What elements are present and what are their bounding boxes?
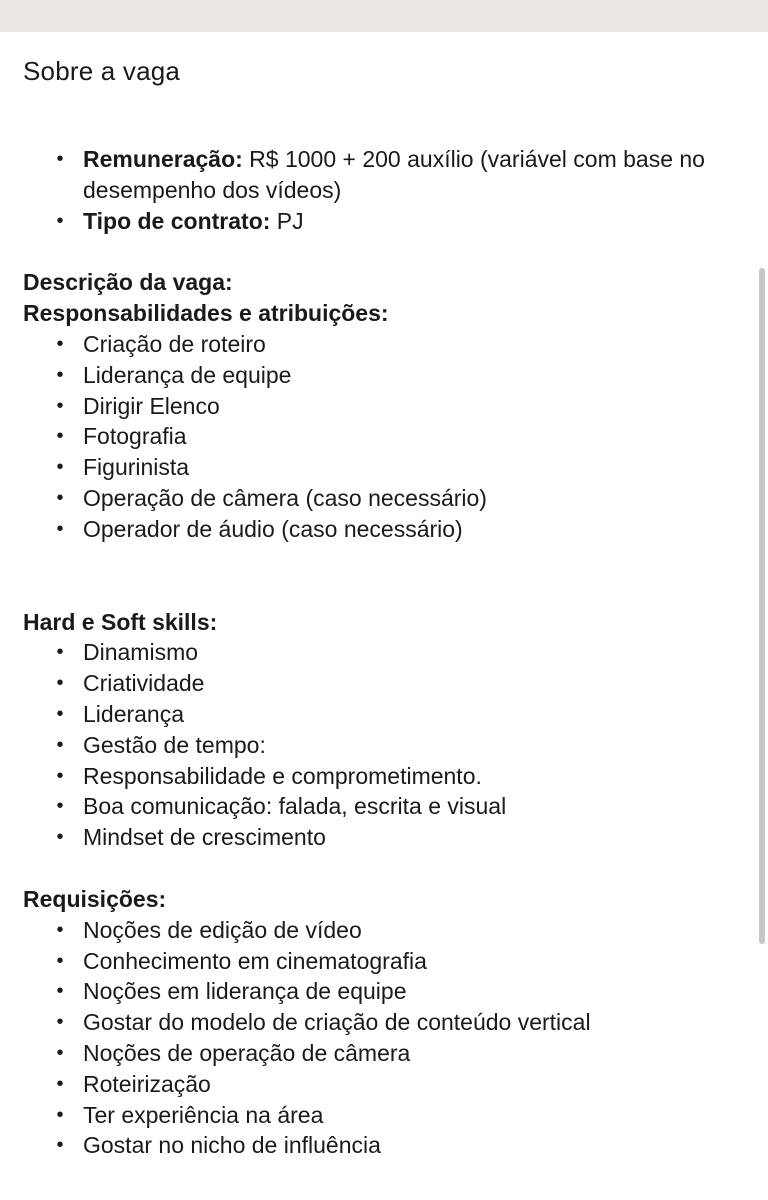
bullet-icon: • <box>56 1011 64 1034</box>
list-item-text: Boa comunicação: falada, escrita e visual <box>83 793 507 820</box>
list-item <box>23 206 738 237</box>
list-item <box>23 915 738 946</box>
bullet-icon: • <box>56 641 64 664</box>
list-item <box>23 946 738 977</box>
list-item <box>23 1100 738 1131</box>
bullet-icon: • <box>56 1041 64 1064</box>
bullet-icon: • <box>56 672 64 695</box>
bullet-icon: • <box>56 918 64 941</box>
list-item <box>23 1007 738 1038</box>
bullet-icon: • <box>56 456 64 479</box>
list-item <box>23 1038 738 1069</box>
salary-label: Remuneração: <box>83 146 243 172</box>
list-item-text: Noções em liderança de equipe <box>83 978 407 1005</box>
requirements-list <box>23 915 738 1161</box>
requirements-heading: Requisições: <box>23 885 167 912</box>
list-item <box>23 699 738 730</box>
list-item <box>23 360 738 391</box>
list-item <box>23 329 738 360</box>
list-item <box>23 822 738 853</box>
list-item-text: Liderança de equipe <box>83 361 292 388</box>
list-item <box>23 391 738 422</box>
bullet-icon: • <box>56 1072 64 1095</box>
list-item-text: Noções de edição de vídeo <box>83 916 362 943</box>
bullet-icon: • <box>56 486 64 509</box>
summary-list <box>23 144 738 236</box>
list-item-text: Liderança <box>83 700 185 727</box>
bullet-icon: • <box>56 733 64 756</box>
salary-value: R$ 1000 + 200 auxílio (variável com base no desempenho dos vídeos) <box>83 146 705 203</box>
list-item <box>23 421 738 452</box>
vertical-scrollbar[interactable] <box>759 268 765 944</box>
list-item-text: Operação de câmera (caso necessário) <box>83 484 487 511</box>
list-item <box>23 730 738 761</box>
bullet-icon: • <box>56 702 64 725</box>
spacer <box>23 853 738 884</box>
job-description-content <box>23 144 738 1161</box>
skills-heading: Hard e Soft skills: <box>23 608 218 635</box>
list-item-text: Conhecimento em cinematografia <box>83 947 427 974</box>
list-item-text: Gostar do modelo de criação de conteúdo vertical <box>83 1009 591 1036</box>
spacer <box>23 236 738 267</box>
list-item-text: Criação de roteiro <box>83 330 266 357</box>
bullet-icon: • <box>56 826 64 849</box>
list-item-text: Gostar no nicho de influência <box>83 1132 381 1159</box>
bullet-icon: • <box>56 332 64 355</box>
list-item <box>23 1130 738 1161</box>
list-item <box>23 483 738 514</box>
list-item-text: Criatividade <box>83 670 205 697</box>
bullet-icon: • <box>56 980 64 1003</box>
bullet-icon: • <box>56 1103 64 1126</box>
contract-type-value: PJ <box>270 207 304 234</box>
list-item <box>23 144 738 206</box>
list-item-text: Responsabilidade e comprometimento. <box>83 762 482 789</box>
bullet-icon: • <box>56 209 64 232</box>
list-item-text: Fotografia <box>83 423 187 450</box>
bullet-icon: • <box>56 1134 64 1157</box>
list-item <box>23 791 738 822</box>
list-item-text: Noções de operação de câmera <box>83 1039 411 1066</box>
top-bar <box>0 0 768 32</box>
bullet-icon: • <box>56 363 64 386</box>
bullet-icon: • <box>56 764 64 787</box>
skills-list <box>23 637 738 853</box>
contract-type-label: Tipo de contrato: <box>83 207 271 234</box>
bullet-icon: • <box>56 148 64 170</box>
list-item <box>23 761 738 792</box>
list-item-text: Operador de áudio (caso necessário) <box>83 515 463 542</box>
list-item-text: Dirigir Elenco <box>83 392 220 419</box>
list-item <box>23 976 738 1007</box>
bullet-icon: • <box>56 517 64 540</box>
responsibilities-list <box>23 329 738 545</box>
job-details-panel <box>0 32 768 1200</box>
list-item <box>23 1069 738 1100</box>
list-item <box>23 514 738 545</box>
list-item-text: Mindset de crescimento <box>83 824 326 851</box>
spacer <box>23 545 738 607</box>
bullet-icon: • <box>56 394 64 417</box>
list-item <box>23 637 738 668</box>
list-item-text: Roteirização <box>83 1070 211 1097</box>
list-item <box>23 452 738 483</box>
list-item-text: Figurinista <box>83 454 190 481</box>
bullet-icon: • <box>56 949 64 972</box>
list-item-text: Ter experiência na área <box>83 1101 324 1128</box>
list-item-text: Gestão de tempo: <box>83 731 266 758</box>
description-heading: Descrição da vaga: <box>23 269 233 296</box>
list-item-text: Dinamismo <box>83 639 199 666</box>
bullet-icon: • <box>56 425 64 448</box>
bullet-icon: • <box>56 795 64 818</box>
list-item <box>23 668 738 699</box>
section-title: Sobre a vaga <box>23 56 181 86</box>
responsibilities-heading: Responsabilidades e atribuições: <box>23 300 389 327</box>
